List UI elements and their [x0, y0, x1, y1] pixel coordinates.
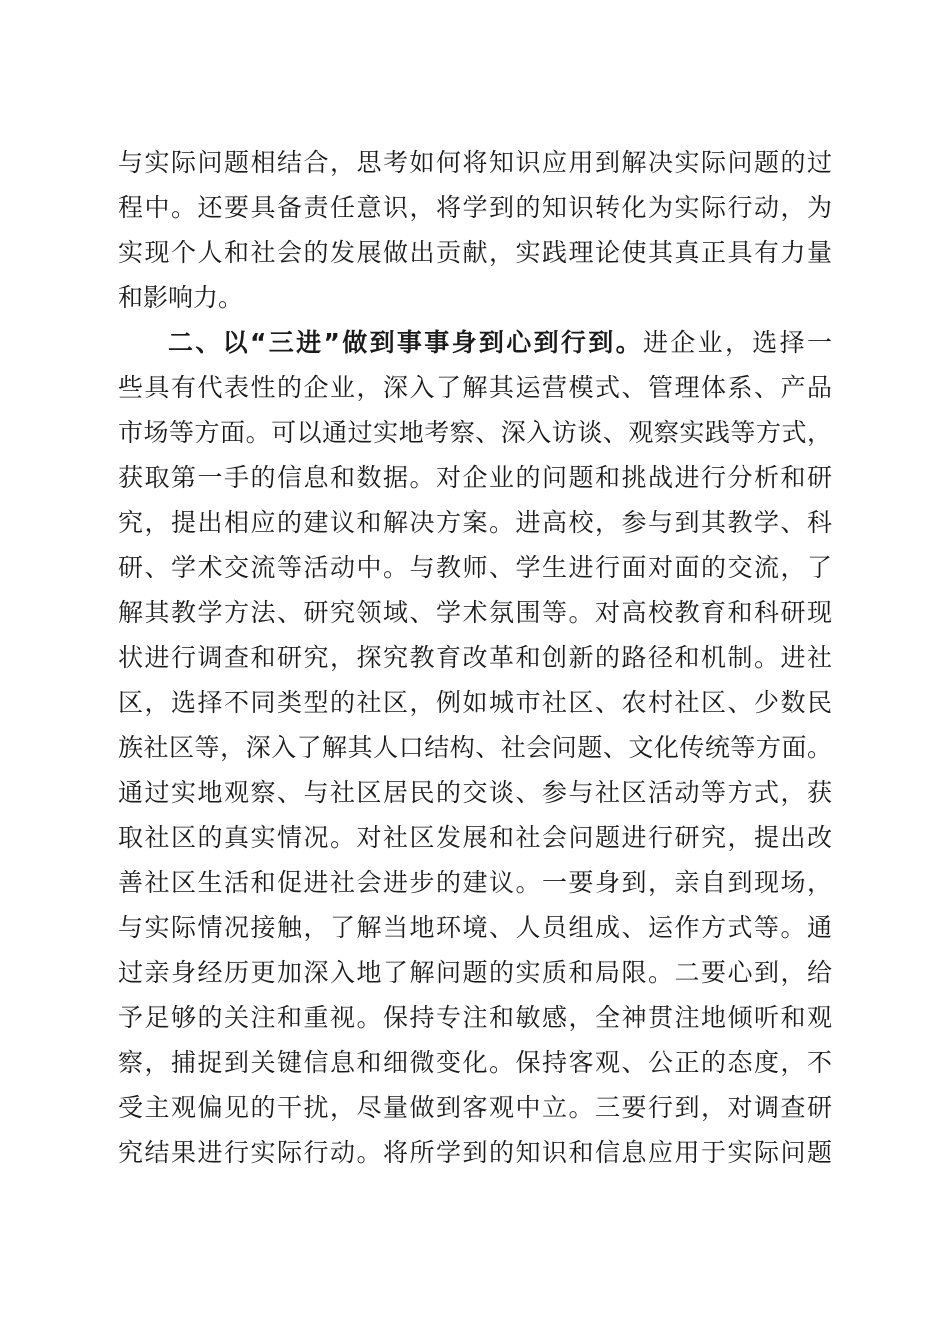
text-line: 究，提出相应的建议和解决方案。进高校，参与到其教学、科 — [118, 508, 832, 537]
text-line: 程中。还要具备责任意识，将学到的知识转化为实际行动，为 — [118, 193, 832, 222]
text-line: 获取第一手的信息和数据。对企业的问题和挑战进行分析和研 — [118, 463, 832, 492]
text-line: 些具有代表性的企业，深入了解其运营模式、管理体系、产品 — [118, 373, 832, 402]
text-line: 实现个人和社会的发展做出贡献，实践理论使其真正具有力量 — [118, 238, 832, 267]
text-line: 族社区等，深入了解其人口结构、社会问题、文化传统等方面。 — [118, 733, 832, 762]
text-line: 与实际情况接触，了解当地环境、人员组成、运作方式等。通 — [118, 913, 832, 942]
text-line: 状进行调查和研究，探究教育改革和创新的路径和机制。进社 — [118, 643, 832, 672]
paragraph-2 — [118, 320, 832, 1175]
text-line: 予足够的关注和重视。保持专注和敏感，全神贯注地倾听和观 — [118, 1003, 832, 1032]
text-line: 区，选择不同类型的社区，例如城市社区、农村社区、少数民 — [118, 688, 832, 717]
text-line: 察，捕捉到关键信息和细微变化。保持客观、公正的态度，不 — [118, 1048, 832, 1077]
text-line: 和影响力。 — [118, 283, 244, 312]
text-line: 通过实地观察、与社区居民的交谈、参与社区活动等方式，获 — [118, 778, 832, 807]
text-line: 解其教学方法、研究领域、学术氛围等。对高校教育和科研现 — [118, 598, 832, 627]
text-line: 过亲身经历更加深入地了解问题的实质和局限。二要心到，给 — [118, 958, 832, 987]
text-line-with-heading — [118, 320, 832, 365]
text-line: 研、学术交流等活动中。与教师、学生进行面对面的交流，了 — [118, 553, 832, 582]
text-line: 受主观偏见的干扰，尽量做到客观中立。三要行到，对调查研 — [118, 1093, 832, 1122]
text-line: 与实际问题相结合，思考如何将知识应用到解决实际问题的过 — [118, 148, 832, 177]
heading-line-rest: 进企业，选择一 — [642, 328, 832, 357]
section-heading: 二、以“三进”做到事事身到心到行到。 — [168, 328, 643, 357]
text-line: 究结果进行实际行动。将所学到的知识和信息应用于实际问题 — [118, 1138, 832, 1167]
paragraph-1 — [118, 140, 832, 320]
text-line: 市场等方面。可以通过实地考察、深入访谈、观察实践等方式， — [118, 418, 832, 447]
text-line: 善社区生活和促进社会进步的建议。一要身到，亲自到现场， — [118, 868, 832, 897]
text-line: 取社区的真实情况。对社区发展和社会问题进行研究，提出改 — [118, 823, 832, 852]
